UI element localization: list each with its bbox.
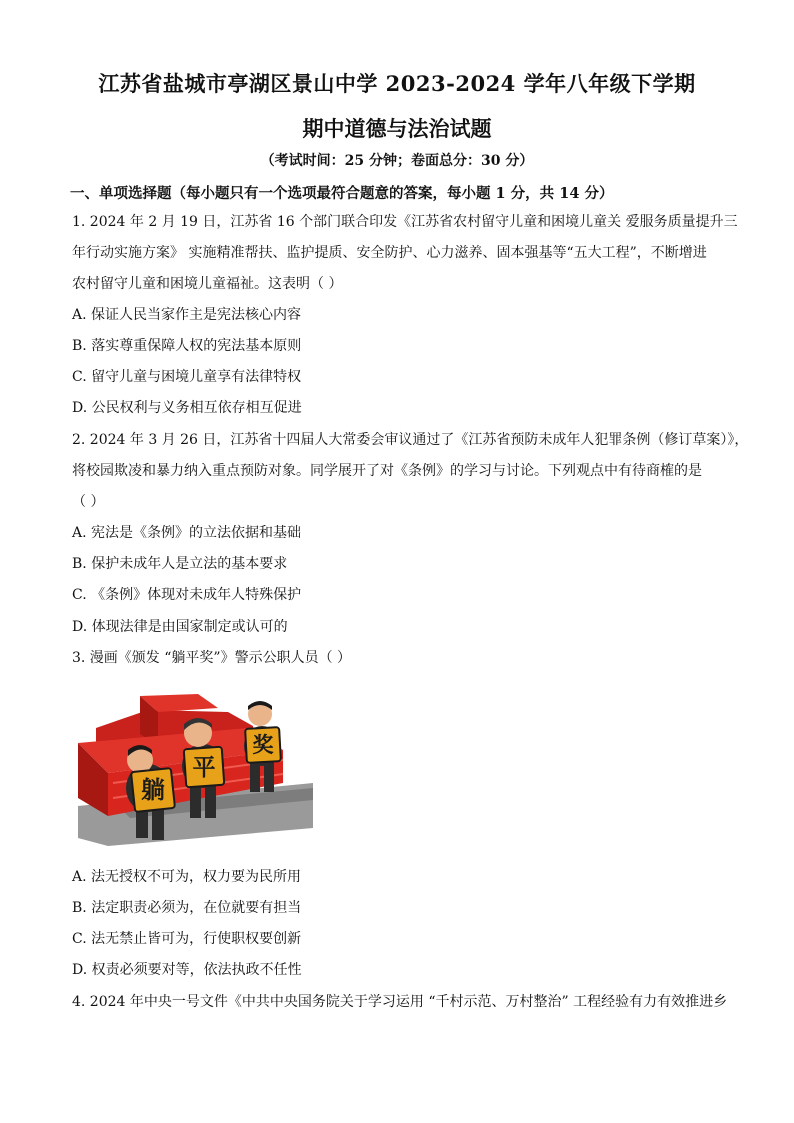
- q3-option-c: C. 法无禁止皆可为，行使职权要创新: [72, 931, 302, 947]
- q3-option-b: B. 法定职责必须为，在位就要有担当: [72, 900, 302, 916]
- plaque-middle: [184, 747, 225, 788]
- plaque-left: [131, 768, 175, 812]
- q2-option-c: C. 《条例》体现对未成年人特殊保护: [72, 587, 302, 603]
- section-heading: 一、单项选择题（每小题只有一个选项最符合题意的答案，每小题 1 分，共 14 分）: [70, 185, 614, 202]
- q2-option-b: B. 保护未成年人是立法的基本要求: [72, 556, 288, 572]
- q1-option-a: A. 保证人民当家作主是宪法核心内容: [72, 307, 302, 323]
- q3-option-d: D. 权责必须要对等，依法执政不任性: [72, 962, 302, 978]
- q2-stem-line2: 将校园欺凌和暴力纳入重点预防对象。同学展开了对《条例》的学习与讨论。下列观点中有待商榷的是: [72, 463, 702, 479]
- q2-option-a: A. 宪法是《条例》的立法依据和基础: [72, 525, 302, 541]
- plaque-text-right: 奖: [252, 732, 274, 757]
- q1-stem-line3: 农村留守儿童和困境儿童福祉。这表明（ ）: [72, 276, 343, 292]
- exam-info: （考试时间：25 分钟；卷面总分：30 分）: [260, 153, 534, 169]
- q1-option-b: B. 落实尊重保障人权的宪法基本原则: [72, 338, 302, 354]
- q1-option-c: C. 留守儿童与困境儿童享有法律特权: [72, 369, 302, 385]
- q2-option-d: D. 体现法律是由国家制定或认可的: [72, 619, 288, 635]
- exam-title-line1: 江苏省盐城市亭湖区景山中学 2023-2024 学年八年级下学期: [98, 71, 696, 96]
- q3-option-a: A. 法无授权不可为，权力要为民所用: [72, 869, 302, 885]
- cartoon-illustration: [78, 688, 313, 846]
- q4-stem-line1: 4. 2024 年中央一号文件《中共中央国务院关于学习运用 “千村示范、万村整治” 工程经验有力有效推进乡: [72, 994, 728, 1010]
- plaque-text-left: 躺: [141, 775, 165, 804]
- q1-stem-line1: 1. 2024 年 2 月 19 日，江苏省 16 个部门联合印发《江苏省农村留守儿童和困境儿童关 爱服务质量提升三: [72, 214, 738, 230]
- q1-stem-line2: 年行动实施方案》 实施精准帮扶、监护提质、安全防护、心力滋养、固本强基等“五大工程”，不断增进: [72, 245, 707, 261]
- plaque-right: [245, 727, 281, 763]
- q1-option-d: D. 公民权利与义务相互依存相互促进: [72, 400, 302, 416]
- exam-title-line2: 期中道德与法治试题: [302, 116, 492, 141]
- q2-stem-line1: 2. 2024 年 3 月 26 日，江苏省十四届人大常委会审议通过了《江苏省预防未成年人犯罪条例（修订草案）》，: [72, 432, 749, 448]
- q2-stem-line3: （ ）: [72, 494, 105, 510]
- q3-stem-line1: 3. 漫画《颁发 “躺平奖”》警示公职人员（ ）: [72, 650, 352, 666]
- plaque-text-middle: 平: [192, 754, 216, 781]
